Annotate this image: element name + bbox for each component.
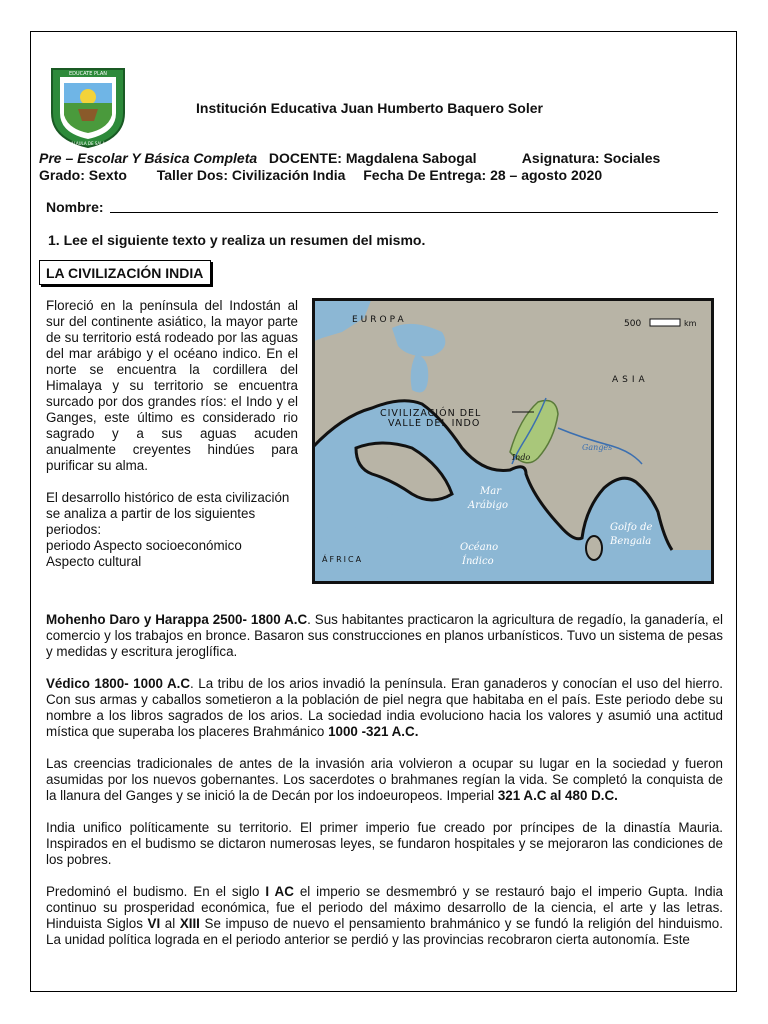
period-text: el imperio se desmembró y se restauró bajo el imperio Gupta. India continuo su prosperidad económica, fue el periodo del máximo desarrollo de la ciencia, el arte y las letras. Hinduista Siglos	[46, 884, 723, 931]
map-label-mar-1: Mar	[480, 486, 501, 497]
intro-text	[46, 298, 298, 570]
period-text: Predominó el budismo. En el siglo	[46, 884, 266, 899]
period-paragraph	[46, 756, 723, 804]
period-paragraph	[46, 612, 723, 660]
intro-paragraph-1: Floreció en la península del Indostán al sur del continente asiático, la mayor parte de su territorio está rodeado por las aguas del mar arábigo y el océano indico. En el norte se encuentra la cordillera del Himalaya y su territorio se encuentra surcado por dos grandes ríos: el Indo y el Ganges, este último es considerado rio sagrado y a sus aguas acuden anualmente creyentes hindúes para purificar su alma.	[46, 298, 298, 473]
header-line-2	[39, 167, 602, 183]
map-sri-lanka	[586, 536, 602, 560]
header-line-1	[39, 150, 660, 166]
svg-text:EDUCATE PLAN: EDUCATE PLAN	[68, 71, 108, 77]
map-label-ganges: Ganges	[582, 443, 613, 452]
due-date-text: Fecha De Entrega: 28 – agosto 2020	[363, 167, 603, 183]
name-label: Nombre:	[46, 199, 104, 215]
map-label-golfo-2: Bengala	[610, 536, 652, 547]
period-text: Se impuso de nuevo el pensamiento brahmánico y se fundó la religión del hinduismo. La unidad política lograda en el periodo anterior se perdió y las provincias recobraron cierta autonomía. Este	[46, 916, 723, 947]
period-heading: 1000 -321 A.C.	[328, 724, 419, 739]
century-label: I AC	[265, 884, 294, 899]
period-paragraph	[46, 676, 723, 740]
workshop-text: Taller Dos: Civilización India	[156, 167, 346, 183]
svg-text:ALAULA DE SALA: ALAULA DE SALA	[70, 141, 106, 146]
map-label-oceano-1: Océano	[460, 542, 499, 553]
period-heading: Mohenho Daro y Harappa 2500- 1800 A.C	[46, 612, 308, 627]
period-text: . La tribu de los arios invadió la península. Eran ganaderos y conocían el uso del hierro. Con sus armas y caballos sometieron a la población de piel negra que habitaba en el país. Este periodo debe su nombre a los libros sagrados de los arios. La sociedad india evoluciono hacia los valores y asumió una actitud mística que superaba los placeres Brahmánico	[46, 676, 724, 739]
period-text: India unifico políticamente su territorio. El primer imperio fue creado por príncipes de la dinastía Mauria. Inspirados en el budismo se dictaron numerosas leyes, se fundaron hospitales y se mejoraron las condiciones de los pobres.	[46, 820, 723, 867]
map-label-mar-2: Arábigo	[468, 500, 508, 511]
intro-periods-text: El desarrollo histórico de esta civilización se analiza a partir de los siguientes periodos:	[46, 490, 290, 537]
period-heading: Védico 1800- 1000 A.C	[46, 676, 191, 691]
teacher-text: DOCENTE: Magdalena Sabogal	[268, 150, 477, 166]
map-scale-unit: km	[684, 319, 697, 328]
period-text: Las creencias tradicionales de antes de la invasión aria volvieron a ocupar su lugar en la sociedad y fueron asumidas por los nuevos gobernantes. Los sacerdotes o brahmanes regían la vida. Se completó la conquista de la llanura del Ganges y se inició la de Decán por los indoeuropeos. Imperial	[46, 756, 723, 803]
period-text: al	[160, 916, 180, 931]
map-label-asia: ASIA	[612, 375, 649, 385]
subject-text: Asignatura: Sociales	[521, 150, 661, 166]
name-field[interactable]	[110, 212, 718, 213]
map-scale-value: 500	[624, 319, 642, 329]
intro-period-item: periodo Aspecto socioeconómico	[46, 538, 242, 553]
grade-text: Grado: Sexto	[39, 167, 127, 183]
period-text: . Sus habitantes practicaron la agricultura de regadío, la ganadería, el comercio y los trabajos en bronce. Basaron sus construcciones en planos urbanísticos. Tuvo un sistema de pesas y medidas y escritura jeroglífica.	[46, 612, 723, 659]
body-text	[46, 612, 723, 964]
map-label-africa: ÁFRICA	[322, 555, 364, 564]
map-label-golfo-1: Golfo de	[610, 522, 653, 533]
school-logo	[48, 63, 128, 149]
period-paragraph	[46, 884, 723, 948]
section-title: LA CIVILIZACIÓN INDIA	[39, 260, 211, 285]
india-map	[312, 298, 714, 584]
intro-period-item: Aspecto cultural	[46, 554, 142, 569]
map-label-oceano-2: Índico	[462, 556, 494, 567]
instruction: 1. Lee el siguiente texto y realiza un resumen del mismo.	[48, 232, 426, 248]
century-label: VI	[147, 916, 161, 931]
map-label-civilization-1: CIVILIZACIÓN DEL	[380, 408, 482, 419]
period-heading: 321 A.C al 480 D.C.	[497, 788, 618, 803]
intro-paragraph-2	[46, 490, 298, 570]
level-text: Pre – Escolar Y Básica Completa	[39, 150, 258, 166]
map-label-civilization-2: VALLE DEL INDO	[388, 418, 481, 429]
period-paragraph	[46, 820, 723, 868]
map-scale-bar	[650, 319, 680, 326]
school-name: Institución Educativa Juan Humberto Baquero Soler	[196, 100, 543, 116]
map-label-europa: EUROPA	[352, 315, 407, 325]
map-label-indo: Indo	[512, 453, 531, 462]
century-label: XIII	[179, 916, 200, 931]
